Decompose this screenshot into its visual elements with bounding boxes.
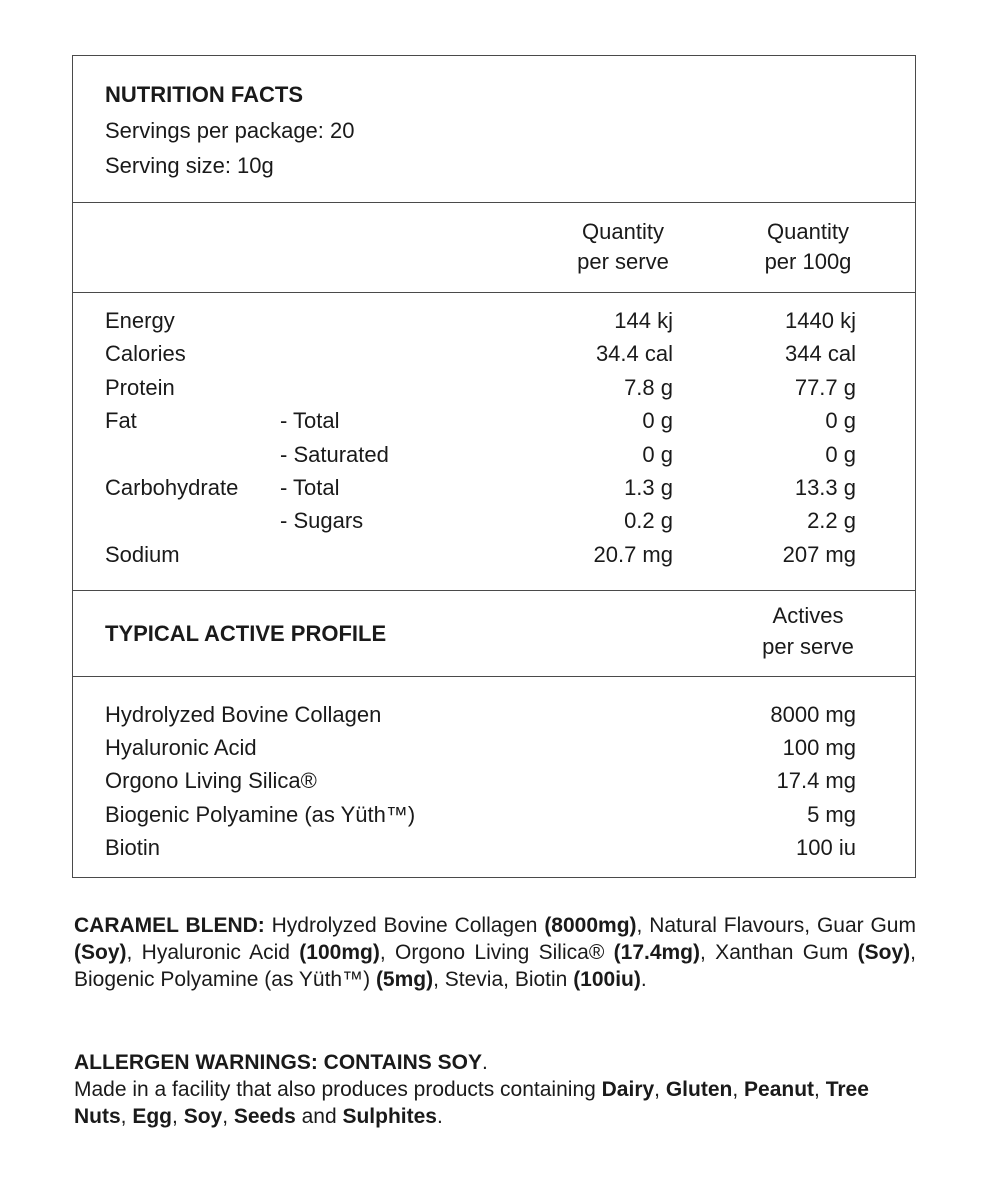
nutrient-subtype: - Total xyxy=(280,475,340,500)
nutrient-subtype: - Total xyxy=(280,408,340,434)
nutrient-per-serve: 144 kj xyxy=(614,308,673,333)
active-per-serve: 100 mg xyxy=(782,735,856,761)
allergen-segment: Egg xyxy=(132,1105,173,1128)
active-name: Hydrolyzed Bovine Collagen xyxy=(105,702,382,727)
active-per-serve: 17.4 mg xyxy=(776,768,856,794)
col-header-per-serve-line1: Quantity xyxy=(582,219,664,244)
serving-size: Serving size: 10g xyxy=(105,153,274,178)
allergen-heading-end: . xyxy=(481,1051,488,1074)
active-name: Biogenic Polyamine (as Yüth™) xyxy=(105,801,416,827)
allergen-text xyxy=(74,1078,869,1128)
allergen-segment: , xyxy=(732,1078,745,1101)
allergen-segment: , xyxy=(814,1078,826,1101)
allergen-segment: Seeds xyxy=(233,1105,296,1128)
allergen-segment: , xyxy=(654,1078,666,1101)
ingredient-segment: (100iu) xyxy=(573,968,641,991)
divider xyxy=(73,202,915,203)
allergen-segment: Peanut xyxy=(744,1078,815,1101)
col-header-per-serve-line2: per serve xyxy=(577,249,669,274)
ingredients-paragraph xyxy=(74,912,916,993)
nutrient-name: Fat xyxy=(105,408,137,434)
allergen-paragraph xyxy=(74,1049,916,1130)
ingredient-segment: , Natural Flavours, Guar Gum xyxy=(636,914,916,937)
ingredient-segment: (8000mg) xyxy=(544,914,637,937)
nutrient-per-serve: 20.7 mg xyxy=(593,541,673,567)
active-per-serve: 5 mg xyxy=(807,801,856,827)
active-name: Hyaluronic Acid xyxy=(105,735,257,761)
nutrient-per-100g: 344 cal xyxy=(785,341,856,367)
divider xyxy=(73,292,915,293)
nutrient-per-100g: 1440 kj xyxy=(785,308,856,333)
allergen-segment: , xyxy=(120,1105,133,1128)
nutrient-per-100g: 77.7 g xyxy=(794,374,856,400)
nutrient-per-serve: 0.2 g xyxy=(624,508,673,534)
allergen-segment: . xyxy=(436,1105,443,1128)
nutrient-per-100g: 0 g xyxy=(825,441,856,467)
nutrient-per-100g: 13.3 g xyxy=(794,475,856,500)
nutrient-per-serve: 1.3 g xyxy=(624,475,673,500)
ingredient-segment: , Biogenic Polyamine (as Yüth™) xyxy=(74,941,916,991)
active-profile-title: TYPICAL ACTIVE PROFILE xyxy=(105,621,387,646)
ingredients-label: CARAMEL BLEND: xyxy=(74,914,265,937)
nutrient-per-serve: 7.8 g xyxy=(624,374,673,400)
nutrition-panel xyxy=(72,55,916,878)
ingredient-segment: Hydrolyzed Bovine Collagen xyxy=(264,914,545,937)
ingredient-segment: , Stevia, Biotin xyxy=(433,968,574,991)
nutrient-per-100g: 0 g xyxy=(825,408,856,434)
active-per-serve: 100 iu xyxy=(796,834,856,860)
actives-col-header-line2: per serve xyxy=(762,634,854,659)
col-header-per-100g-line1: Quantity xyxy=(767,219,849,244)
ingredient-segment: , Xanthan Gum xyxy=(700,941,858,964)
allergen-segment: , xyxy=(222,1105,234,1128)
ingredient-segment: (Soy) xyxy=(74,941,127,964)
col-header-per-100g-line2: per 100g xyxy=(764,249,852,274)
nutrient-name: Energy xyxy=(105,308,175,333)
nutrient-subtype: - Sugars xyxy=(280,508,364,534)
ingredient-segment: (Soy) xyxy=(857,941,911,964)
actives-col-header-line1: Actives xyxy=(772,603,844,628)
nutrient-name: Calories xyxy=(105,341,186,367)
active-name: Orgono Living Silica® xyxy=(105,768,317,794)
allergen-segment: , xyxy=(172,1105,184,1128)
nutrient-subtype: - Saturated xyxy=(280,441,389,467)
ingredient-segment: , Hyaluronic Acid xyxy=(126,941,300,964)
nutrient-name: Carbohydrate xyxy=(105,475,239,500)
allergen-segment: and xyxy=(295,1105,343,1128)
ingredient-segment: . xyxy=(640,968,647,991)
nutrient-name: Protein xyxy=(105,374,175,400)
active-per-serve: 8000 mg xyxy=(770,702,856,727)
allergen-segment: Sulphites xyxy=(342,1105,437,1128)
divider xyxy=(73,676,915,677)
divider xyxy=(73,590,915,591)
allergen-segment: Tree Nuts xyxy=(74,1078,869,1128)
active-name: Biotin xyxy=(105,834,161,860)
allergen-segment: Soy xyxy=(183,1105,223,1128)
nutrient-per-serve: 34.4 cal xyxy=(595,341,673,367)
allergen-segment: Gluten xyxy=(665,1078,733,1101)
allergen-segment: Made in a facility that also produces products containing xyxy=(74,1078,602,1101)
nutrient-per-serve: 0 g xyxy=(642,441,673,467)
ingredient-segment: (17.4mg) xyxy=(613,941,700,964)
allergen-segment: Dairy xyxy=(601,1078,655,1101)
nutrient-per-100g: 207 mg xyxy=(782,541,856,567)
nutrient-per-serve: 0 g xyxy=(642,408,673,434)
nutrient-name: Sodium xyxy=(105,541,180,567)
panel-title: NUTRITION FACTS xyxy=(105,82,303,107)
ingredient-segment: (100mg) xyxy=(299,941,380,964)
ingredient-segment: , Orgono Living Silica® xyxy=(379,941,614,964)
allergen-heading: ALLERGEN WARNINGS: CONTAINS SOY xyxy=(74,1051,482,1074)
ingredient-segment: (5mg) xyxy=(375,968,434,991)
servings-per-package: Servings per package: 20 xyxy=(105,118,355,143)
nutrient-per-100g: 2.2 g xyxy=(807,508,856,534)
